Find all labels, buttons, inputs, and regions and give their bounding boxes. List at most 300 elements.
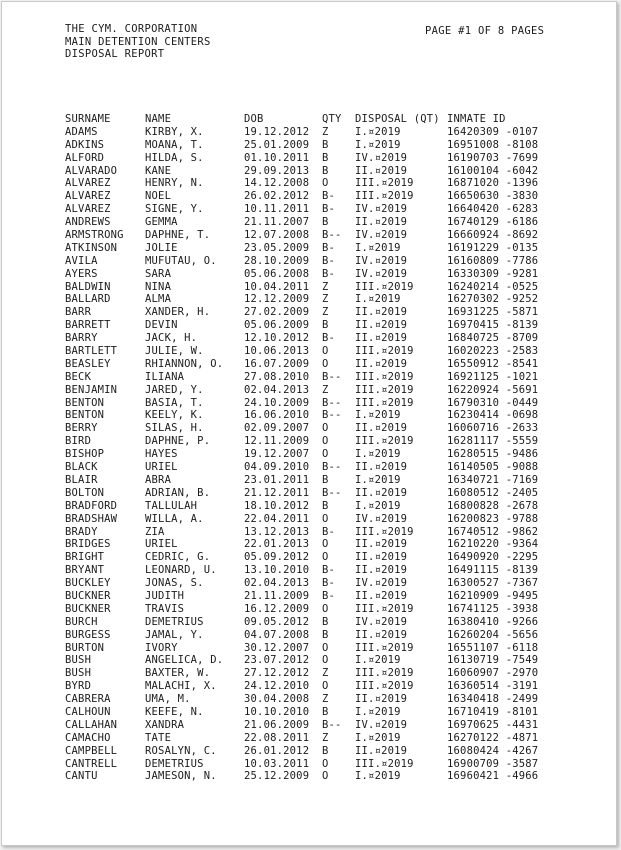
cell-name: NOEL <box>145 190 172 203</box>
cell-qty: O <box>322 435 329 448</box>
cell-inmate-id: 16951008 -8108 <box>447 138 539 151</box>
cell-dob: 23.07.2012 <box>244 654 310 667</box>
cell-surname: BOLTON <box>65 486 105 499</box>
cell-surname: BARR <box>65 306 92 319</box>
cell-disposal: II.¤2019 <box>355 538 408 551</box>
cell-surname: BIRD <box>65 435 92 448</box>
cell-dob: 24.12.2010 <box>244 680 310 693</box>
table-row <box>65 216 539 229</box>
cell-name: SILAS, H. <box>145 422 204 435</box>
table-row <box>65 564 539 577</box>
cell-inmate-id: 16550912 -8541 <box>447 357 539 370</box>
cell-disposal: I.¤2019 <box>355 241 401 254</box>
table-row <box>65 125 539 139</box>
cell-inmate-id: 16921125 -1021 <box>447 370 539 383</box>
table-row <box>65 306 539 319</box>
cell-qty: B <box>322 138 329 151</box>
cell-inmate-id: 16740129 -6186 <box>447 216 539 229</box>
cell-qty: B-- <box>322 461 342 474</box>
cell-inmate-id: 16230414 -0698 <box>447 409 539 422</box>
cell-inmate-id: 16840725 -8709 <box>447 332 539 345</box>
cell-dob: 19.12.2012 <box>244 125 310 138</box>
cell-name: KEEFE, N. <box>145 705 204 718</box>
cell-dob: 27.02.2009 <box>244 306 310 319</box>
cell-disposal: III.¤2019 <box>355 525 414 538</box>
cell-inmate-id: 16970415 -8139 <box>447 319 539 332</box>
col-name: NAME <box>145 113 172 125</box>
cell-dob: 16.07.2009 <box>244 357 310 370</box>
table-row <box>65 718 539 732</box>
cell-name: MOANA, T. <box>145 138 204 151</box>
cell-inmate-id: 16300527 -7367 <box>447 577 539 590</box>
table-row <box>65 383 539 397</box>
cell-name: ZIA <box>145 525 165 538</box>
cell-inmate-id: 16790310 -0449 <box>447 396 539 409</box>
cell-name: RHIANNON, O. <box>145 357 224 370</box>
table-row <box>65 512 539 526</box>
table-row <box>65 370 539 384</box>
cell-inmate-id: 16740512 -9862 <box>447 525 539 538</box>
table-row <box>65 589 539 603</box>
cell-name: JONAS, S. <box>145 577 204 590</box>
cell-dob: 22.08.2011 <box>244 731 310 744</box>
cell-name: URIEL <box>145 538 178 551</box>
disposal-table <box>65 113 539 783</box>
cell-qty: B <box>322 615 329 628</box>
cell-surname: BLACK <box>65 461 98 474</box>
cell-inmate-id: 16210909 -9495 <box>447 589 539 602</box>
cell-dob: 10.03.2011 <box>244 757 310 770</box>
col-surname: SURNAME <box>65 113 111 125</box>
table-row <box>65 280 539 294</box>
table-row <box>65 293 539 306</box>
cell-disposal: III.¤2019 <box>355 370 414 383</box>
table-row <box>65 628 539 642</box>
cell-name: DAPHNE, P. <box>145 435 211 448</box>
cell-inmate-id: 16080512 -2405 <box>447 486 539 499</box>
table-body <box>65 125 539 783</box>
cell-disposal: II.¤2019 <box>355 551 408 564</box>
table-row <box>65 203 539 216</box>
cell-name: SIGNE, Y. <box>145 203 204 216</box>
cell-dob: 05.09.2012 <box>244 551 310 564</box>
cell-name: SARA <box>145 267 172 280</box>
cell-inmate-id: 16931225 -5871 <box>447 306 539 319</box>
table-row <box>65 667 539 680</box>
cell-surname: BUCKNER <box>65 602 111 615</box>
cell-name: HENRY, N. <box>145 177 204 190</box>
cell-surname: BURTON <box>65 641 105 654</box>
cell-dob: 21.12.2011 <box>244 486 310 499</box>
cell-surname: ALVAREZ <box>65 203 111 216</box>
cell-disposal: IV.¤2019 <box>355 577 408 590</box>
cell-qty: B <box>322 628 329 641</box>
cell-dob: 26.02.2012 <box>244 190 310 203</box>
cell-disposal: II.¤2019 <box>355 486 408 499</box>
cell-disposal: II.¤2019 <box>355 628 408 641</box>
cell-qty: O <box>322 448 329 461</box>
cell-disposal: III.¤2019 <box>355 680 414 693</box>
cell-inmate-id: 16420309 -0107 <box>447 125 539 138</box>
cell-inmate-id: 16240214 -0525 <box>447 280 539 293</box>
cell-inmate-id: 16020223 -2583 <box>447 345 539 358</box>
cell-disposal: II.¤2019 <box>355 164 408 177</box>
cell-surname: BRADSHAW <box>65 512 118 525</box>
cell-qty: Z <box>322 731 329 744</box>
cell-surname: BARRY <box>65 332 98 345</box>
table-row <box>65 525 539 539</box>
cell-dob: 18.10.2012 <box>244 499 310 512</box>
cell-name: BAXTER, W. <box>145 667 211 680</box>
cell-qty: B- <box>322 332 336 345</box>
table-row <box>65 151 539 165</box>
cell-inmate-id: 16650630 -3830 <box>447 190 539 203</box>
cell-disposal: III.¤2019 <box>355 667 414 680</box>
cell-surname: BUCKNER <box>65 589 111 602</box>
cell-inmate-id: 16130719 -7549 <box>447 654 539 667</box>
cell-inmate-id: 16491115 -8139 <box>447 564 539 577</box>
cell-qty: Z <box>322 293 329 306</box>
cell-disposal: I.¤2019 <box>355 473 401 486</box>
cell-dob: 12.11.2009 <box>244 435 310 448</box>
cell-qty: B-- <box>322 486 342 499</box>
table-row <box>65 538 539 551</box>
cell-name: JARED, Y. <box>145 383 204 396</box>
company-name: THE CYM. CORPORATION <box>65 23 198 35</box>
table-row <box>65 241 539 255</box>
cell-disposal: I.¤2019 <box>355 448 401 461</box>
table-row <box>65 473 539 487</box>
cell-disposal: II.¤2019 <box>355 319 408 332</box>
cell-name: TRAVIS <box>145 602 185 615</box>
cell-name: DAPHNE, T. <box>145 229 211 242</box>
cell-disposal: III.¤2019 <box>355 641 414 654</box>
table-row <box>65 164 539 178</box>
table-row <box>65 448 539 461</box>
cell-dob: 16.06.2010 <box>244 409 310 422</box>
cell-surname: BENJAMIN <box>65 383 118 396</box>
cell-surname: BEASLEY <box>65 357 111 370</box>
cell-qty: B- <box>322 241 336 254</box>
cell-name: DEVIN <box>145 319 178 332</box>
cell-qty: B- <box>322 267 336 280</box>
cell-name: ILIANA <box>145 370 185 383</box>
table-row <box>65 229 539 242</box>
cell-qty: O <box>322 177 329 190</box>
cell-dob: 24.10.2009 <box>244 396 310 409</box>
cell-surname: BISHOP <box>65 448 105 461</box>
cell-inmate-id: 16210220 -9364 <box>447 538 539 551</box>
cell-name: KEELY, K. <box>145 409 204 422</box>
cell-dob: 25.12.2009 <box>244 770 310 783</box>
cell-name: ALMA <box>145 293 172 306</box>
cell-name: HILDA, S. <box>145 151 204 164</box>
cell-inmate-id: 16190703 -7699 <box>447 151 539 164</box>
table-row <box>65 744 539 758</box>
cell-dob: 23.01.2011 <box>244 473 310 486</box>
cell-qty: Z <box>322 306 329 319</box>
centers-title: MAIN DETENTION CENTERS <box>65 35 211 48</box>
col-inmate-id: INMATE ID <box>447 113 506 125</box>
cell-disposal: I.¤2019 <box>355 654 401 667</box>
table-row <box>65 654 539 667</box>
cell-qty: O <box>322 680 329 693</box>
cell-dob: 29.09.2013 <box>244 164 310 177</box>
cell-dob: 04.09.2010 <box>244 461 310 474</box>
cell-disposal: IV.¤2019 <box>355 512 408 525</box>
cell-qty: O <box>322 551 329 564</box>
cell-surname: ATKINSON <box>65 241 118 254</box>
table-row <box>65 422 539 435</box>
cell-dob: 10.04.2011 <box>244 280 310 293</box>
cell-surname: BLAIR <box>65 473 98 486</box>
cell-surname: BRIGHT <box>65 551 105 564</box>
table-row <box>65 461 539 474</box>
cell-name: JACK, H. <box>145 332 198 345</box>
cell-name: JAMESON, N. <box>145 770 217 783</box>
table-row <box>65 138 539 152</box>
cell-dob: 10.10.2010 <box>244 705 310 718</box>
table-row <box>65 254 539 268</box>
cell-disposal: II.¤2019 <box>355 306 408 319</box>
cell-surname: CALHOUN <box>65 705 111 718</box>
cell-dob: 04.07.2008 <box>244 628 310 641</box>
cell-qty: O <box>322 641 329 654</box>
cell-qty: B <box>322 473 329 486</box>
cell-disposal: I.¤2019 <box>355 138 401 151</box>
cell-inmate-id: 16160809 -7786 <box>447 254 539 267</box>
cell-disposal: I.¤2019 <box>355 293 401 306</box>
cell-surname: CAMPBELL <box>65 744 118 757</box>
cell-inmate-id: 16380410 -9266 <box>447 615 539 628</box>
cell-qty: Z <box>322 280 329 293</box>
cell-name: JUDITH <box>145 589 185 602</box>
cell-dob: 22.01.2013 <box>244 538 310 551</box>
cell-surname: BECK <box>65 370 92 383</box>
cell-inmate-id: 16220924 -5691 <box>447 383 539 396</box>
cell-name: KIRBY, X. <box>145 125 204 138</box>
cell-surname: ALVARADO <box>65 164 118 177</box>
cell-inmate-id: 16080424 -4267 <box>447 744 539 757</box>
cell-dob: 09.05.2012 <box>244 615 310 628</box>
table-row <box>65 396 539 410</box>
cell-qty: B- <box>322 203 336 216</box>
cell-surname: BRADY <box>65 525 98 538</box>
cell-inmate-id: 16060907 -2970 <box>447 667 539 680</box>
cell-disposal: II.¤2019 <box>355 744 408 757</box>
cell-dob: 22.04.2011 <box>244 512 310 525</box>
cell-qty: B <box>322 151 329 164</box>
cell-inmate-id: 16280515 -9486 <box>447 448 539 461</box>
cell-qty: B-- <box>322 370 342 383</box>
cell-disposal: I.¤2019 <box>355 731 401 744</box>
table-row <box>65 551 539 564</box>
cell-surname: CANTU <box>65 770 98 783</box>
cell-qty: B- <box>322 525 336 538</box>
cell-qty: B <box>322 744 329 757</box>
cell-qty: B-- <box>322 229 342 242</box>
cell-surname: ALVAREZ <box>65 190 111 203</box>
cell-qty: B <box>322 705 329 718</box>
cell-surname: BRYANT <box>65 564 105 577</box>
cell-name: ABRA <box>145 473 172 486</box>
cell-inmate-id: 16900709 -3587 <box>447 757 539 770</box>
cell-disposal: IV.¤2019 <box>355 267 408 280</box>
table-row <box>65 693 539 706</box>
cell-dob: 26.01.2012 <box>244 744 310 757</box>
cell-surname: BUSH <box>65 667 92 680</box>
cell-name: XANDER, H. <box>145 306 211 319</box>
cell-disposal: II.¤2019 <box>355 589 408 602</box>
table-row <box>65 757 539 771</box>
cell-name: HAYES <box>145 448 178 461</box>
cell-inmate-id: 16140505 -9088 <box>447 461 539 474</box>
cell-inmate-id: 16270302 -9252 <box>447 293 539 306</box>
cell-name: DEMETRIUS <box>145 757 204 770</box>
cell-qty: O <box>322 757 329 770</box>
cell-qty: O <box>322 654 329 667</box>
cell-qty: O <box>322 357 329 370</box>
table-row <box>65 602 539 616</box>
table-row <box>65 641 539 655</box>
cell-dob: 21.11.2007 <box>244 216 310 229</box>
cell-name: WILLA, A. <box>145 512 204 525</box>
cell-inmate-id: 16360514 -3191 <box>447 680 539 693</box>
cell-surname: BYRD <box>65 680 92 693</box>
cell-surname: ALFORD <box>65 151 105 164</box>
cell-inmate-id: 16281117 -5559 <box>447 435 539 448</box>
table-row <box>65 680 539 693</box>
report-page <box>1 1 617 846</box>
cell-qty: B <box>322 216 329 229</box>
cell-disposal: II.¤2019 <box>355 461 408 474</box>
cell-inmate-id: 16340418 -2499 <box>447 693 539 706</box>
table-row <box>65 190 539 203</box>
cell-inmate-id: 16800828 -2678 <box>447 499 539 512</box>
cell-surname: BERRY <box>65 422 98 435</box>
cell-name: JOLIE <box>145 241 178 254</box>
cell-qty: B- <box>322 254 336 267</box>
cell-name: ROSALYN, C. <box>145 744 217 757</box>
table-row <box>65 486 539 500</box>
table-row <box>65 177 539 190</box>
cell-dob: 27.12.2012 <box>244 667 310 680</box>
cell-disposal: IV.¤2019 <box>355 151 408 164</box>
cell-inmate-id: 16100104 -6042 <box>447 164 539 177</box>
cell-surname: BARRETT <box>65 319 111 332</box>
cell-surname: CABRERA <box>65 693 111 706</box>
cell-qty: B <box>322 499 329 512</box>
cell-disposal: IV.¤2019 <box>355 254 408 267</box>
cell-qty: B-- <box>322 409 342 422</box>
cell-qty: B- <box>322 577 336 590</box>
cell-dob: 30.04.2008 <box>244 693 310 706</box>
cell-surname: ARMSTRONG <box>65 229 124 242</box>
cell-disposal: II.¤2019 <box>355 693 408 706</box>
cell-disposal: II.¤2019 <box>355 357 408 370</box>
cell-surname: BALDWIN <box>65 280 111 293</box>
cell-disposal: III.¤2019 <box>355 396 414 409</box>
cell-name: TALLULAH <box>145 499 198 512</box>
cell-dob: 28.10.2009 <box>244 254 310 267</box>
cell-surname: CANTRELL <box>65 757 118 770</box>
cell-disposal: IV.¤2019 <box>355 718 408 731</box>
cell-dob: 23.05.2009 <box>244 241 310 254</box>
cell-disposal: II.¤2019 <box>355 332 408 345</box>
cell-disposal: II.¤2019 <box>355 564 408 577</box>
cell-surname: ANDREWS <box>65 216 111 229</box>
cell-qty: O <box>322 422 329 435</box>
cell-qty: O <box>322 538 329 551</box>
cell-disposal: III.¤2019 <box>355 383 414 396</box>
cell-disposal: I.¤2019 <box>355 770 401 783</box>
cell-qty: B <box>322 319 329 332</box>
cell-dob: 12.10.2012 <box>244 332 310 345</box>
cell-disposal: I.¤2019 <box>355 409 401 422</box>
col-dob: DOB <box>244 113 264 125</box>
cell-surname: BENTON <box>65 396 105 409</box>
cell-inmate-id: 16660924 -8692 <box>447 229 539 242</box>
page-indicator: PAGE #1 OF 8 PAGES <box>425 25 545 37</box>
cell-qty: B <box>322 164 329 177</box>
cell-dob: 16.12.2009 <box>244 602 310 615</box>
cell-inmate-id: 16191229 -0135 <box>447 241 539 254</box>
cell-qty: B-- <box>322 396 342 409</box>
cell-dob: 30.12.2007 <box>244 641 310 654</box>
cell-qty: Z <box>322 383 329 396</box>
table-row <box>65 357 539 371</box>
cell-inmate-id: 16741125 -3938 <box>447 602 539 615</box>
cell-inmate-id: 16710419 -8101 <box>447 705 539 718</box>
table-row <box>65 705 539 719</box>
cell-inmate-id: 16270122 -4871 <box>447 731 539 744</box>
cell-qty: Z <box>322 693 329 706</box>
cell-disposal: III.¤2019 <box>355 280 414 293</box>
table-row <box>65 409 539 422</box>
cell-name: TATE <box>145 731 172 744</box>
cell-surname: BURCH <box>65 615 98 628</box>
cell-disposal: IV.¤2019 <box>355 229 408 242</box>
table-row <box>65 267 539 281</box>
cell-dob: 27.08.2010 <box>244 370 310 383</box>
cell-name: BASIA, T. <box>145 396 204 409</box>
table-row <box>65 731 539 745</box>
cell-dob: 13.12.2013 <box>244 525 310 538</box>
cell-surname: BUSH <box>65 654 92 667</box>
cell-name: LEONARD, U. <box>145 564 217 577</box>
col-qty: QTY <box>322 113 342 125</box>
cell-qty: B- <box>322 589 336 602</box>
table-row <box>65 345 539 358</box>
cell-inmate-id: 16200823 -9788 <box>447 512 539 525</box>
cell-surname: AVILA <box>65 254 98 267</box>
cell-qty: O <box>322 602 329 615</box>
cell-surname: BRADFORD <box>65 499 118 512</box>
cell-qty: B- <box>322 190 336 203</box>
cell-disposal: III.¤2019 <box>355 177 414 190</box>
cell-name: DEMETRIUS <box>145 615 204 628</box>
table-row <box>65 332 539 345</box>
cell-inmate-id: 16330309 -9281 <box>447 267 539 280</box>
col-disposal: DISPOSAL (QT) <box>355 113 440 125</box>
cell-dob: 13.10.2010 <box>244 564 310 577</box>
cell-name: NINA <box>145 280 172 293</box>
cell-dob: 12.12.2009 <box>244 293 310 306</box>
cell-disposal: II.¤2019 <box>355 422 408 435</box>
cell-inmate-id: 16960421 -4966 <box>447 770 539 783</box>
cell-disposal: III.¤2019 <box>355 345 414 358</box>
cell-surname: BENTON <box>65 409 105 422</box>
